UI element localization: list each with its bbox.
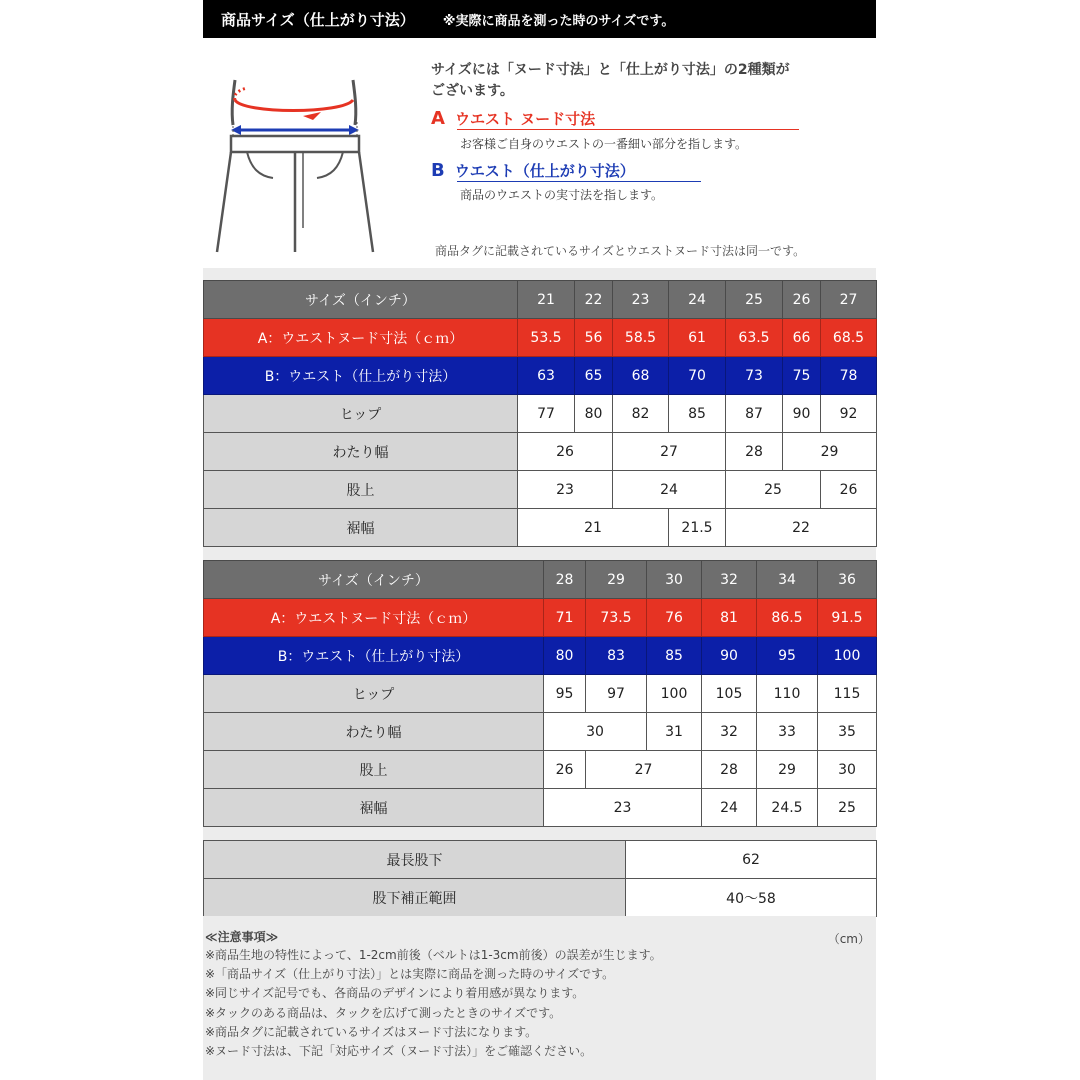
table-cell: 24.5 (757, 789, 818, 827)
table-cell: 80 (575, 395, 613, 433)
table-cell: 34 (757, 561, 818, 599)
table-cell: 32 (702, 713, 757, 751)
label-a-description: お客様ご自身のウエストの一番細い部分を指します。 (460, 137, 748, 151)
table-cell: 22 (726, 509, 877, 547)
note-item: ※「商品サイズ（仕上がり寸法）」とは実際に商品を測った時のサイズです。 (205, 967, 615, 982)
notes-list (205, 946, 662, 1061)
row-label: B：ウエスト（仕上がり寸法） (204, 357, 518, 395)
table-cell: 95 (757, 637, 818, 675)
size-table-large (203, 560, 877, 827)
table-cell: 21 (518, 509, 669, 547)
section-gap (203, 547, 876, 560)
row-label: 裾幅 (204, 509, 518, 547)
row-label: サイズ（インチ） (204, 281, 518, 319)
table-row (204, 357, 877, 395)
table-cell: 77 (518, 395, 575, 433)
table-cell: 25 (726, 471, 821, 509)
table-cell: 63.5 (726, 319, 783, 357)
table-cell: 28 (726, 433, 783, 471)
table-cell: 21 (518, 281, 575, 319)
table-cell: 97 (586, 675, 647, 713)
letter-b: B (431, 160, 445, 181)
table-row (204, 471, 877, 509)
table-cell: 25 (726, 281, 783, 319)
row-label: 裾幅 (204, 789, 544, 827)
table-cell: 36 (818, 561, 877, 599)
note-item: ※同じサイズ記号でも、各商品のデザインにより着用感が異なります。 (205, 986, 585, 1001)
table-cell: 58.5 (613, 319, 669, 357)
table-cell: 35 (818, 713, 877, 751)
table-row (204, 561, 877, 599)
table-cell: 90 (702, 637, 757, 675)
header-title: 商品サイズ（仕上がり寸法） (221, 10, 415, 29)
table-cell: 26 (544, 751, 586, 789)
table-cell: 91.5 (818, 599, 877, 637)
table-cell: 33 (757, 713, 818, 751)
notes-section (203, 926, 876, 1080)
table-cell: 66 (783, 319, 821, 357)
note-item: ※タックのある商品は、タックを広げて測ったときのサイズです。 (205, 1005, 562, 1020)
table-cell: 86.5 (757, 599, 818, 637)
tag-size-note: 商品タグに記載されているサイズとウエストヌード寸法は同一です。 (435, 244, 806, 258)
table-cell: 21.5 (669, 509, 726, 547)
table-cell: 56 (575, 319, 613, 357)
table-row (204, 879, 877, 917)
table-cell: 22 (575, 281, 613, 319)
note-item: ※商品タグに記載されているサイズはヌード寸法になります。 (205, 1024, 538, 1039)
note-item: ※商品生地の特性によって、1-2cm前後（ベルトは1-3cm前後）の誤差が生じます。 (205, 948, 662, 962)
table-cell: 73.5 (586, 599, 647, 637)
notes-title: ≪注意事項≫ (205, 930, 279, 944)
table-row (204, 789, 877, 827)
table-cell: 30 (818, 751, 877, 789)
table-row (204, 395, 877, 433)
table-row (204, 841, 877, 879)
table-cell: 31 (647, 713, 702, 751)
table-cell: 53.5 (518, 319, 575, 357)
table-cell: 29 (586, 561, 647, 599)
table-cell: 23 (613, 281, 669, 319)
table-cell: 30 (647, 561, 702, 599)
table-cell: 110 (757, 675, 818, 713)
table-row (204, 637, 877, 675)
table-row (204, 713, 877, 751)
table-cell: 24 (613, 471, 726, 509)
table-cell: 23 (518, 471, 613, 509)
table-cell: 100 (647, 675, 702, 713)
row-label: 最長股下 (204, 841, 626, 879)
table-cell: 83 (586, 637, 647, 675)
table-cell: 71 (544, 599, 586, 637)
table-cell: 68 (613, 357, 669, 395)
table-row (204, 281, 877, 319)
table-cell: 63 (518, 357, 575, 395)
label-a-nude-waist: A ウエスト ヌード寸法 (431, 108, 596, 129)
row-label: わたり幅 (204, 433, 518, 471)
section-gap (203, 827, 876, 840)
row-label: わたり幅 (204, 713, 544, 751)
section-gap (203, 916, 876, 926)
row-label: 股上 (204, 471, 518, 509)
table-cell: 68.5 (821, 319, 877, 357)
unit-label: （cm） (827, 932, 870, 946)
table-cell: 29 (757, 751, 818, 789)
table-cell: 40〜58 (626, 879, 877, 917)
table-cell: 85 (669, 395, 726, 433)
label-b-description: 商品のウエストの実寸法を指します。 (460, 188, 664, 202)
table-cell: 90 (783, 395, 821, 433)
table-row (204, 675, 877, 713)
table-cell: 61 (669, 319, 726, 357)
table-cell: 75 (783, 357, 821, 395)
table-cell: 65 (575, 357, 613, 395)
table-row (204, 599, 877, 637)
table-cell: 73 (726, 357, 783, 395)
table-cell: 81 (702, 599, 757, 637)
table-row (204, 433, 877, 471)
table-cell: 26 (821, 471, 877, 509)
size-table-small (203, 280, 877, 547)
inseam-table (203, 840, 877, 917)
table-cell: 87 (726, 395, 783, 433)
row-label: A：ウエストヌード寸法（ｃｍ） (204, 599, 544, 637)
table-cell: 80 (544, 637, 586, 675)
table-cell: 70 (669, 357, 726, 395)
letter-a: A (431, 108, 445, 129)
table-cell: 32 (702, 561, 757, 599)
row-label: サイズ（インチ） (204, 561, 544, 599)
label-a-underline (457, 129, 799, 130)
table-cell: 27 (613, 433, 726, 471)
header-note: ※実際に商品を測った時のサイズです。 (442, 13, 675, 29)
size-chart-page (203, 0, 876, 1080)
table-cell: 27 (586, 751, 702, 789)
measurement-illustration (203, 50, 876, 268)
row-label: B：ウエスト（仕上がり寸法） (204, 637, 544, 675)
table-cell: 85 (647, 637, 702, 675)
table-cell: 25 (818, 789, 877, 827)
table-cell: 26 (518, 433, 613, 471)
table-cell: 30 (544, 713, 647, 751)
table-cell: 27 (821, 281, 877, 319)
row-label: 股上 (204, 751, 544, 789)
table-cell: 26 (783, 281, 821, 319)
row-label: A：ウエストヌード寸法（ｃｍ） (204, 319, 518, 357)
header-bar (203, 0, 876, 38)
table-cell: 76 (647, 599, 702, 637)
size-intro-text: サイズには「ヌード寸法」と「仕上がり寸法」の2種類が ございます。 (431, 62, 790, 99)
row-label: 股下補正範囲 (204, 879, 626, 917)
row-label: ヒップ (204, 675, 544, 713)
table-cell: 100 (818, 637, 877, 675)
table-cell: 62 (626, 841, 877, 879)
table-cell: 78 (821, 357, 877, 395)
table-cell: 28 (544, 561, 586, 599)
table-row (204, 319, 877, 357)
table-row (204, 751, 877, 789)
table-cell: 115 (818, 675, 877, 713)
label-b-underline (457, 181, 701, 182)
section-gap (203, 268, 876, 280)
table-row (204, 509, 877, 547)
table-cell: 23 (544, 789, 702, 827)
table-cell: 95 (544, 675, 586, 713)
table-cell: 105 (702, 675, 757, 713)
table-cell: 92 (821, 395, 877, 433)
table-cell: 28 (702, 751, 757, 789)
table-cell: 82 (613, 395, 669, 433)
note-item: ※ヌード寸法は、下記「対応サイズ（ヌード寸法）」をご確認ください。 (205, 1044, 593, 1059)
table-cell: 24 (669, 281, 726, 319)
table-cell: 24 (702, 789, 757, 827)
label-b-finished-waist: B ウエスト（仕上がり寸法） (431, 160, 635, 181)
row-label: ヒップ (204, 395, 518, 433)
table-cell: 29 (783, 433, 877, 471)
